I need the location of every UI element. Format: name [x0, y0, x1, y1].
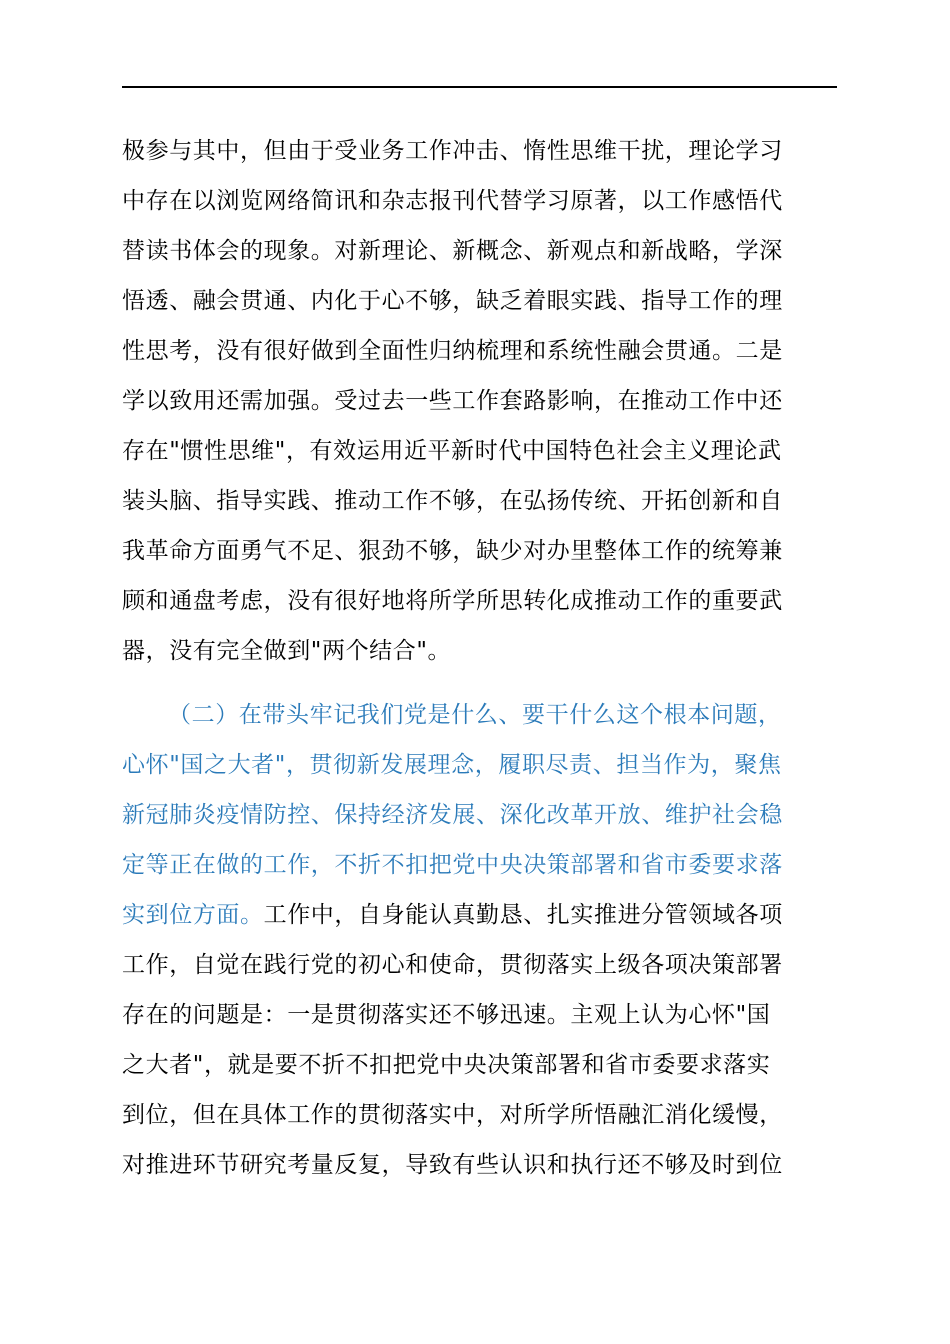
text-line: 之大者"，就是要不折不扣把党中央决策部署和省市委要求落实: [122, 1052, 771, 1078]
body-start: 工作中，自身能认真勤恳、扎实推进分管领域各项: [263, 902, 783, 928]
text-line: 工作，自觉在践行党的初心和使命，贯彻落实上级各项决策部署: [122, 952, 783, 978]
mixed-line: [122, 890, 842, 940]
section-heading-line: 新冠肺炎疫情防控、保持经济发展、深化改革开放、维护社会稳: [122, 802, 783, 828]
text-line: 对推进环节研究考量反复，导致有些认识和执行还不够及时到位: [122, 1152, 783, 1178]
text-line: 中存在以浏览网络简讯和杂志报刊代替学习原著，以工作感悟代: [122, 188, 783, 214]
section-heading-line: （二）在带头牢记我们党是什么、要干什么这个根本问题，: [168, 702, 782, 728]
section-heading-line: 心怀"国之大者"，贯彻新发展理念，履职尽责、担当作为，聚焦: [122, 752, 782, 778]
text-line: 顾和通盘考虑，没有很好地将所学所思转化成推动工作的重要武: [122, 588, 783, 614]
section-heading-line: 定等正在做的工作，不折不扣把党中央决策部署和省市委要求落: [122, 852, 783, 878]
text-line: 装头脑、指导实践、推动工作不够，在弘扬传统、开拓创新和自: [122, 488, 783, 514]
section-heading-tail: 实到位方面。: [122, 902, 264, 928]
text-line: 到位，但在具体工作的贯彻落实中，对所学所悟融汇消化缓慢，: [122, 1102, 783, 1128]
text-line: 性思考，没有很好做到全面性归纳梳理和系统性融会贯通。二是: [122, 338, 783, 364]
text-line: 器，没有完全做到"两个结合"。: [122, 638, 452, 664]
text-line: 学以致用还需加强。受过去一些工作套路影响，在推动工作中还: [122, 388, 783, 414]
paragraph-2: [122, 690, 842, 1190]
text-line: 替读书体会的现象。对新理论、新概念、新观点和新战略，学深: [122, 238, 783, 264]
header-rule: [122, 86, 837, 88]
text-line: 我革命方面勇气不足、狠劲不够，缺少对办里整体工作的统筹兼: [122, 538, 783, 564]
text-line: 存在的问题是：一是贯彻落实还不够迅速。主观上认为心怀"国: [122, 1002, 771, 1028]
text-line: 极参与其中，但由于受业务工作冲击、惰性思维干扰，理论学习: [122, 138, 783, 164]
text-line: 存在"惯性思维"，有效运用近平新时代中国特色社会主义理论武: [122, 438, 782, 464]
paragraph-1: [122, 126, 842, 676]
text-line: 悟透、融会贯通、内化于心不够，缺乏着眼实践、指导工作的理: [122, 288, 783, 314]
